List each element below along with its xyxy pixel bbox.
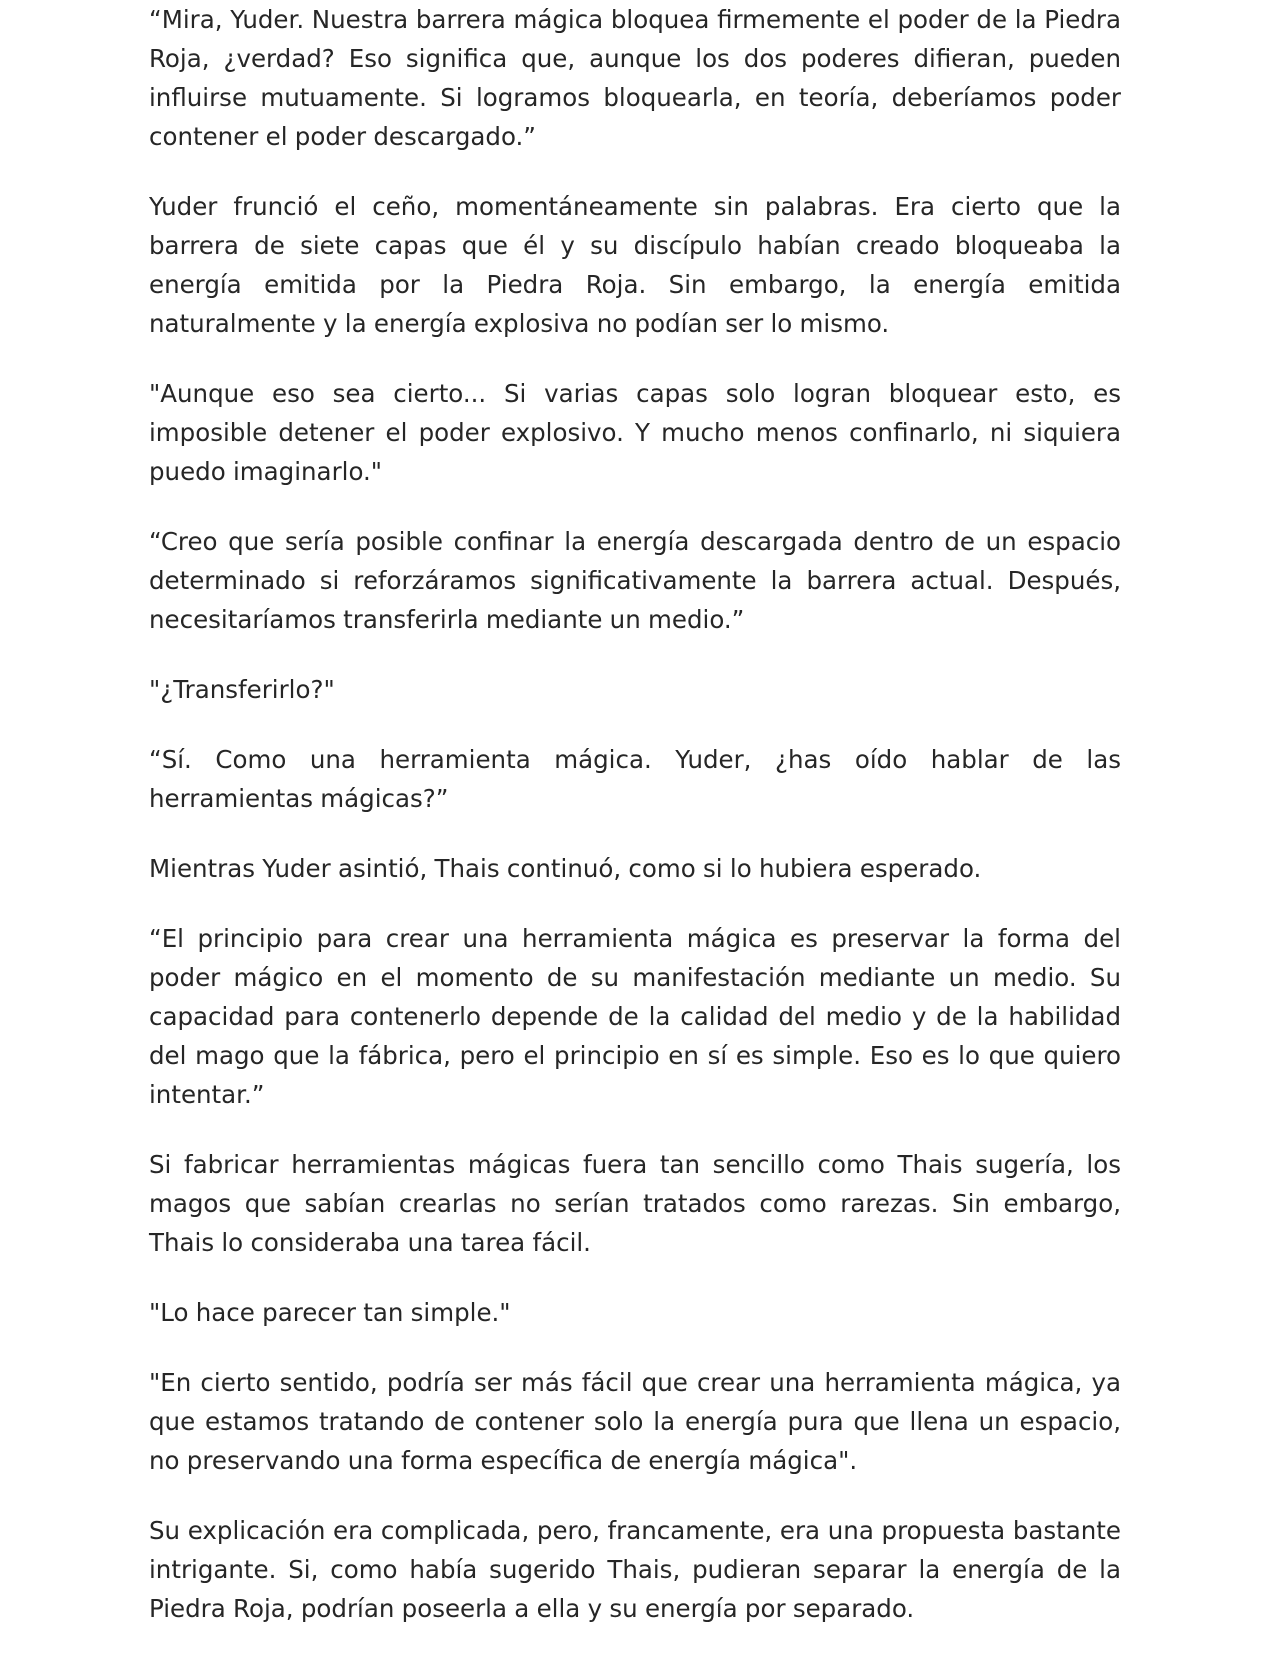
paragraph-10: "Lo hace parecer tan simple.": [149, 1298, 511, 1327]
paragraph-4: “Creo que sería posible confinar la energía descargada dentro de un espacio determinado si reforzáramos significativamente la barrera actual. Después, necesitaríamos transferirla mediante un medio.”: [149, 527, 1121, 634]
paragraph-5: "¿Transferirlo?": [149, 675, 335, 704]
paragraph-9: Si fabricar herramientas mágicas fuera tan sencillo como Thais sugería, los magos que sabían crearlas no serían tratados como rarezas. Sin embargo, Thais lo consideraba una tarea fácil.: [149, 1150, 1121, 1257]
paragraph-7: Mientras Yuder asintió, Thais continuó, como si lo hubiera esperado.: [149, 854, 982, 883]
document-page: [149, 0, 1121, 1659]
paragraph-1: “Mira, Yuder. Nuestra barrera mágica bloquea firmemente el poder de la Piedra Roja, ¿verdad? Eso significa que, aunque los dos poderes difieran, pueden influirse mutuamente. Si logramos bloquearla, en teoría, deberíamos poder contener el poder descargado.”: [149, 5, 1121, 151]
paragraph-8: “El principio para crear una herramienta mágica es preservar la forma del poder mágico en el momento de su manifestación mediante un medio. Su capacidad para contenerlo depende de la calidad del medio y de la habilidad del mago que la fábrica, pero el principio en sí es simple. Eso es lo que quiero intentar.”: [149, 924, 1121, 1109]
paragraph-11: "En cierto sentido, podría ser más fácil que crear una herramienta mágica, ya que estamos tratando de contener solo la energía pura que llena un espacio, no preservando una forma específica de energía mágica".: [149, 1368, 1121, 1475]
paragraph-3: "Aunque eso sea cierto... Si varias capas solo logran bloquear esto, es imposible detener el poder explosivo. Y mucho menos confinarlo, ni siquiera puedo imaginarlo.": [149, 379, 1121, 486]
paragraph-6: “Sí. Como una herramienta mágica. Yuder, ¿has oído hablar de las herramientas mágicas?”: [149, 745, 1121, 813]
paragraph-12: Su explicación era complicada, pero, francamente, era una propuesta bastante intrigante. Si, como había sugerido Thais, pudieran separar la energía de la Piedra Roja, podrían poseerla a ella y su energía por separado.: [149, 1516, 1121, 1623]
paragraph-2: Yuder frunció el ceño, momentáneamente sin palabras. Era cierto que la barrera de siete capas que él y su discípulo habían creado bloqueaba la energía emitida por la Piedra Roja. Sin embargo, la energía emitida naturalmente y la energía explosiva no podían ser lo mismo.: [149, 192, 1121, 338]
